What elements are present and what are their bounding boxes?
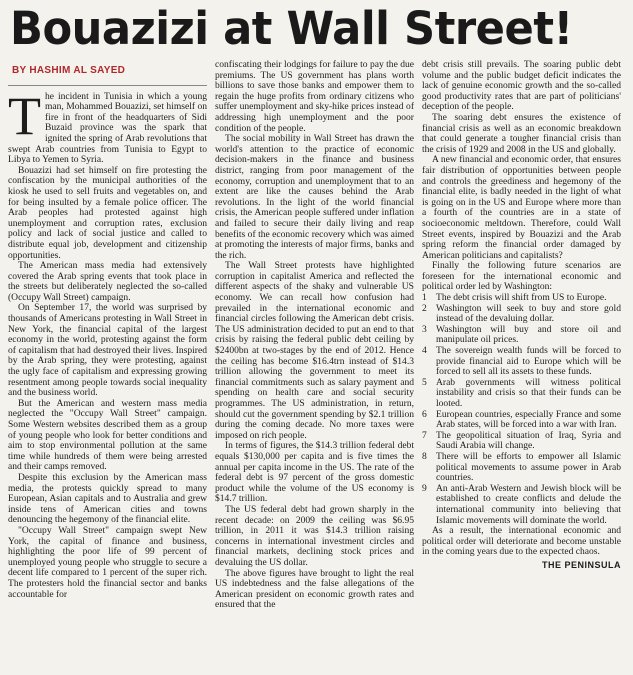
paragraph: The social mobility in Wall Street has drawn the world's attention to the practice of economic decision-makers in the finance and business district, ranging from poor management of the economy, corruption and unemployment that to an extent are like the causes behind the Arab revolutions. In the light of the world financial crisis, the American people suffered under inflation and failed to secure their daily living and reap benefits of the economic recovery which was aimed at promoting the interests of major firms, banks and the rich. [215, 133, 414, 261]
column-2 [215, 60, 414, 670]
paragraph: A new financial and economic order, that ensures fair distribution of opportunities between people and controls the greediness and hegemony of the financial elite, is badly needed in the light of what is going on in the US and Europe where more than a fourth of the countries are in a state of socioeconomic meltdown. Therefore, could Wall Street events, inspired by Bouazizi and the Arab spring reform the financial order damaged by American politicians and capitalists? [422, 154, 621, 261]
source-credit: THE PENINSULA [541, 559, 621, 570]
list-number: 3 [422, 323, 427, 335]
list-text: The sovereign wealth funds will be forced to provide financial aid to Europe which will be forced to sell all its assets to these funds. [436, 345, 621, 378]
list-text: An anti-Arab Western and Jewish block will be established to create conflicts and delude the international community into believing that Islamic movements will dominate the world. [436, 482, 621, 526]
byline: BY HASHIM AL SAYED [12, 65, 126, 76]
paragraph: On September 17, the world was surprised by thousands of Americans protesting in Wall Street in New York, the financial capital of the largest economy in the world, protesting against the form of capitalism that had destroyed their lives. Inspired by the Arab spring, they were protesting, against the ugly face of capitalism and expressing growing resentment among people towards social inequality and the business world. [8, 302, 207, 399]
list-number: 5 [422, 376, 427, 388]
paragraph: The American mass media had extensively covered the Arab spring events that took place in the streets but deliberately neglected the so-called (Occupy Wall Street) campaign. [8, 260, 207, 303]
paragraph: Bouazizi had set himself on fire protesting the confiscation by the municipal authorities of the kiosk he used to sell fruits and vegetables on, and for being insulted by a female police officer. The Arab peoples had protested against high unemployment and corruption rates, exclusion policy and lack of social justice and called to distribute equal job, development and citizenship opportunities. [8, 164, 207, 261]
paragraph: But the American and western mass media neglected the "Occupy Wall Street" campaign. Some Western websites described them as a group of young people who look for better conditions and aim to stop environmental pollution at the same time while hundreds of them were being arrested and their camps removed. [8, 397, 207, 473]
list-item [422, 346, 621, 378]
list-text: The geopolitical situation of Iraq, Syria and Saudi Arabia will change. [436, 429, 621, 452]
list-item [422, 431, 621, 452]
list-item [422, 484, 621, 526]
paragraph: debt crisis still prevails. The soaring public debt volume and the public budget deficit indicates the lack of genuine economic growth and the so-called good productivity rates that are part of politicians' deception of the people. [422, 60, 621, 113]
list-item [422, 452, 621, 484]
paragraph: confiscating their lodgings for failure to pay the due premiums. The US government has plans worth billions to save those banks and empower them to regain the huge profits from ordinary citizens who suffer unemployment and sky-hike prices instead of addressing high unemployment and the poor condition of the people. [215, 60, 414, 134]
list-number: 7 [422, 429, 427, 441]
paragraph: Despite this exclusion by the American mass media, the protests quickly spread to many European, Asian capitals and to Australia and grew inside tens of American cities and towns denouncing the hegemony of the financial elite. [8, 471, 207, 526]
paragraph: Finally the following future scenarios are foreseen for the international economic and political order led by Washington: [422, 260, 621, 293]
list-item [422, 410, 621, 431]
headline: Bouazizi at Wall Street! [10, 2, 573, 55]
list-item [422, 325, 621, 346]
article-columns [8, 60, 629, 670]
paragraph: The Wall Street protests have highlighted corruption in capitalist America and reflected the different aspects of the shaky and vulnerable US economy. We can recall how confusion had prevailed in the international economic and financial circles following the American debt crisis. The US administration decided to put an end to that crisis by raising the federal public debt ceiling by $2400bn at two-stages by the end of 2012. Hence the ceiling has become $16.4trn instead of $14.3 trillion allowing the government to meet its financial commitments such as salary payment and spending on health care and social security programmes. The US administration, in return, should cut the government spending by $2.1 trillion during the coming decade. No more taxes were imposed on rich people. [215, 260, 414, 441]
paragraph: The US federal debt had grown sharply in the recent decade: on 2009 the ceiling was $6.95 trillion, in 2011 it was $14.3 trillion raising concerns in international investment circles and financial markets, declining stock prices and devaluing the US dollar. [215, 503, 414, 568]
scenario-list [422, 293, 621, 526]
list-number: 2 [422, 302, 427, 314]
column-3 [422, 60, 621, 670]
paragraph: "Occupy Wall Street" campaign swept New York, the capital of finance and business, highlighting the poor life of 99 percent of unemployed young people who struggle to secure a decent life compared to 1 percent of the super rich. The protesters hold the financial sector and banks accountable for [8, 524, 207, 600]
list-text: Washington will buy and store oil and manipulate oil prices. [436, 323, 621, 346]
list-text: Arab governments will witness political instability and crisis so that their funds can be looted. [436, 376, 621, 409]
list-number: 4 [422, 345, 427, 357]
list-item [422, 304, 621, 325]
list-number: 1 [422, 292, 427, 304]
column-1 [8, 60, 207, 670]
list-text: The debt crisis will shift from US to Europe. [436, 292, 607, 304]
list-item [422, 378, 621, 410]
paragraph: The soaring debt ensures the existence of financial crisis as well as an economic breakdown that could generate a tougher financial crisis than the crisis of 1929 and 2008 in the US and globally. [422, 111, 621, 155]
list-number: 9 [422, 482, 427, 494]
list-number: 8 [422, 450, 427, 462]
list-text: Washington will seek to buy and store gold instead of the devaluing dollar. [436, 302, 621, 325]
paragraph: In terms of figures, the $14.3 trillion federal debt equals $130,000 per capita and is five times the annual per capita income in the US. The rate of the federal debt is 97 percent of the gross domestic product while the volume of the US economy is $14.7 trillion. [215, 440, 414, 505]
paragraph: The above figures have brought to light the real US indebtedness and the false allegations of the American president on economic growth rates and ensured that the [215, 567, 414, 611]
list-number: 6 [422, 408, 427, 420]
list-text: European countries, especially France and some Arab states, will be forced into a war with Iran. [436, 408, 621, 431]
paragraph-text: he incident in Tunisia in which a young man, Mohammed Bouazizi, set himself on fire in front of the headquarters of Sidi Buzaid province was the spark that ignited the spring of Arab revolutions that swept Arab countries from Tunisia to Egypt to Libya to Yemen to Syria. [8, 90, 207, 166]
drop-cap: T [8, 85, 41, 146]
list-text: There will be efforts to empower all Islamic political movements to assume power in Arab countries. [436, 450, 621, 484]
paragraph [8, 85, 207, 166]
closing-paragraph: As a result, the international economic and political order will deteriorate and become unstable in the coming years due to the expected chaos. [422, 525, 621, 558]
